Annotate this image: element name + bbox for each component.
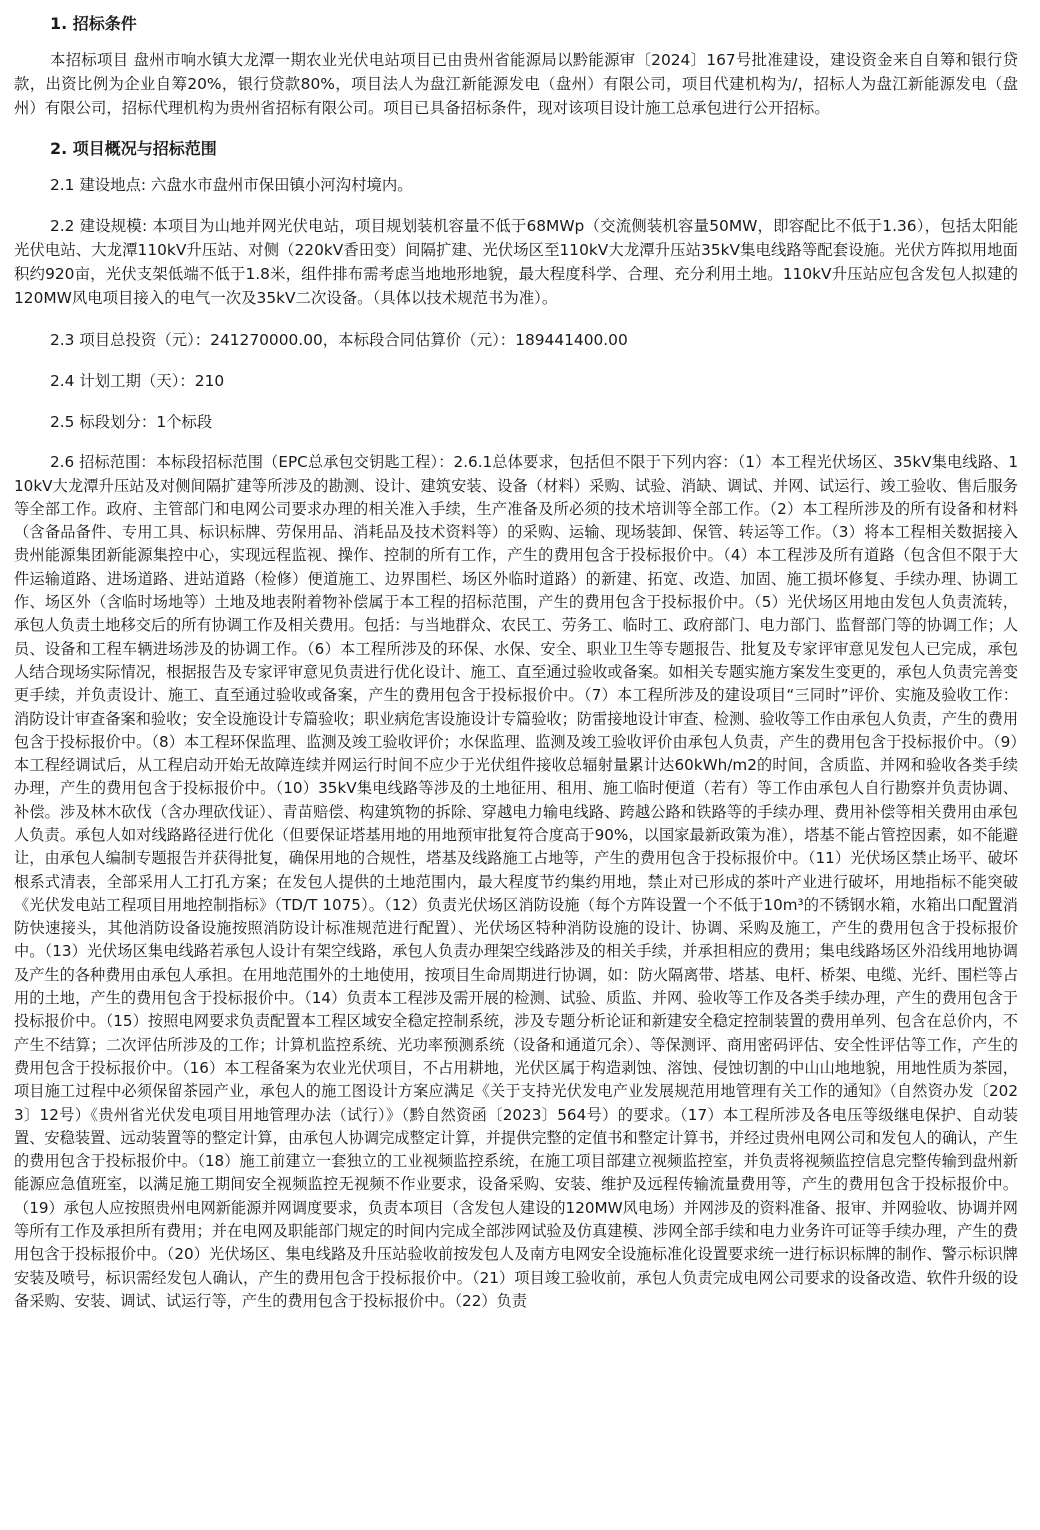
item-2-6-scope: 2.6 招标范围：本标段招标范围（EPC总承包交钥匙工程）：2.6.1总体要求，包括但不限于下列内容：（1）本工程光伏场区、35kV集电线路、110kV大龙潭升压站及对侧间隔扩建等所涉及的勘测、设计、建筑安装、设备（材料）采购、试验、消缺、调试、并网、试运行、竣工验收、售后服务等全部工作。政府、主管部门和电网公司要求办理的相关准入手续，生产准备及所必须的技术培训等全部工作。（2）本工程所涉及的所有设备和材料（含备品备件、专用工具、标识标牌、劳保用品、消耗品及技术资料等）的采购、运输、现场装卸、保管、转运等工作。（3）将本工程相关数据接入贵州能源集团新能源集控中心，实现远程监视、操作、控制的所有工作，产生的费用包含于投标报价中。（4）本工程涉及所有道路（包含但不限于大件运输道路、进场道路、进站道路（检修）便道施工、边界围栏、场区外临时道路）的新建、拓宽、改造、加固、施工损坏修复、手续办理、协调工作、场区外（含临时场地等）土地及地表附着物补偿属于本工程的招标范围，产生的费用包含于投标报价中。（5）光伏场区用地由发包人负责流转，承包人负责土地移交后的所有协调工作及相关费用。包括：与当地群众、农民工、劳务工、临时工、政府部门、电力部门、监督部门等的协调工作；人员、设备和工程车辆进场涉及的协调工作。（6）本工程所涉及的环保、水保、安全、职业卫生等专题报告、批复及专家评审意见发包人已完成，承包人结合现场实际情况，根据报告及专家评审意见负责进行优化设计、施工、直至通过验收或备案。如相关专题实施方案发生变更的，承包人负责完善变更手续，并负责设计、施工、直至通过验收或备案，产生的费用包含于投标报价中。（7）本工程所涉及的建设项目“三同时”评价、实施及验收工作：消防设计审查备案和验收；安全设施设计专篇验收；职业病危害设施设计专篇验收；防雷接地设计审查、检测、验收等工作由承包人负责，产生的费用包含于投标报价中。（8）本工程环保监理、监测及竣工验收评价；水保监理、监测及竣工验收评价由承包人负责，产生的费用包含于投标报价中。（9）本工程经调试后，从工程启动开始无故障连续并网运行时间不应少于光伏组件接收总辐射量累计达60kWh/m2的时间，含质监、并网和验收各类手续办理，产生的费用包含于投标报价中。（10）35kV集电线路等涉及的土地征用、租用、施工临时便道（若有）等工作由承包人自行勘察并负责协调、补偿。涉及林木砍伐（含办理砍伐证）、青苗赔偿、构建筑物的拆除、穿越电力输电线路、跨越公路和铁路等的手续办理、费用补偿等相关费用由承包人负责。承包人如对线路路径进行优化（但要保证塔基用地的用地预审批复符合度高于90%，以国家最新政策为准），塔基不能占管控因素，如不能避让，由承包人编制专题报告并获得批复，确保用地的合规性，塔基及线路施工占地等，产生的费用包含于投标报价中。（11）光伏场区禁止场平、破坏根系式清表，全部采用人工打孔方案；在发包人提供的土地范围内，最大程度节约集约用地，禁止对已形成的茶叶产业进行破坏，用地指标不能突破《光伏发电站工程项目用地控制指标》（TD/T 1075）。（12）负责光伏场区消防设施（每个方阵设置一个不低于10m³的不锈钢水箱，水箱出口配置消防快速接头，其他消防设备设施按照消防设计标准规范进行配置）、光伏场区特种消防设施的设计、协调、采购及施工，产生的费用包含于投标报价中。（13）光伏场区集电线路若承包人设计有架空线路，承包人负责办理架空线路涉及的相关手续，并承担相应的费用；集电线路场区外沿线用地协调及产生的各种费用由承包人承担。在用地范围外的土地使用，按项目生命周期进行协调，如：防火隔离带、塔基、电杆、桥架、电缆、光纤、围栏等占用的土地，产生的费用包含于投标报价中。（14）负责本工程涉及需开展的检测、试验、质监、并网、验收等工作及各类手续办理，产生的费用包含于投标报价中。（15）按照电网要求负责配置本工程区域安全稳定控制系统，涉及专题分析论证和新建安全稳定控制装置的费用单列、包含在总价内，不产生不结算；二次评估所涉及的工作；计算机监控系统、光功率预测系统（设备和通道冗余）、等保测评、商用密码评估、安全性评估等工作，产生的费用包含于投标报价中。（16）本工程备案为农业光伏项目，不占用耕地，光伏区属于构造剥蚀、溶蚀、侵蚀切割的中山山地地貌，用地性质为茶园，项目施工过程中必须保留茶园产业，承包人的施工图设计方案应满足《关于支持光伏发电产业发展规范用地管理有关工作的通知》（自然资办发〔2023〕12号）《贵州省光伏发电项目用地管理办法（试行）》（黔自然资函〔2023〕564号）的要求。（17）本工程所涉及各电压等级继电保护、自动装置、安稳装置、远动装置等的整定计算，由承包人协调完成整定计算，并提供完整的定值书和整定计算书，并经过贵州电网公司和发包人的确认，产生的费用包含于投标报价中。（18）施工前建立一套独立的工业视频监控系统，在施工项目部建立视频监控室，并负责将视频监控信息完整传输到盘州新能源应急值班室，以满足施工期间安全视频监控无视频不作业要求，设备采购、安装、维护及远程传输流量费用等，产生的费用包含于投标报价中。（19）承包人应按照贵州电网新能源并网调度要求，负责本项目（含发包人建设的120MW风电场）并网涉及的资料准备、报审、并网验收、协调并网等所有工作及承担所有费用；并在电网及职能部门规定的时间内完成全部涉网试验及仿真建模、涉网全部手续和电力业务许可证等手续办理，产生的费用包含于投标报价中。（20）光伏场区、集电线路及升压站验收前按发包人及南方电网安全设施标准化设置要求统一进行标识标牌的制作、警示标识牌安装及喷号，标识需经发包人确认，产生的费用包含于投标报价中。（21）项目竣工验收前，承包人负责完成电网公司要求的设备改造、软件升级的设备采购、安装、调试、试运行等，产生的费用包含于投标报价中。（22）负责	[14, 453, 1018, 1310]
item-2-2-scale: 2.2 建设规模: 本项目为山地并网光伏电站，项目规划装机容量不低于68MWp（交流侧装机容量50MW，即容配比不低于1.36），包括太阳能光伏电站、大龙潭110kV升压站、对侧（220kV香田变）间隔扩建、光伏场区至110kV大龙潭升压站35kV集电线路等配套设施。光伏方阵拟用地面积约920亩，光伏支架低端不低于1.8米，组件排布需考虑当地地形地貌，最大程度科学、合理、充分利用土地。110kV升压站应包含发包人拟建的120MW风电项目接入的电气一次及35kV二次设备。（具体以技术规范书为准）。	[14, 216, 1018, 308]
item-2-3-investment: 2.3 项目总投资（元）：241270000.00，本标段合同估算价（元）：189441400.00	[50, 330, 628, 349]
item-2-1-location: 2.1 建设地点: 六盘水市盘州市保田镇小河沟村境内。	[50, 175, 413, 194]
section-2-heading: 2. 项目概况与招标范围	[50, 138, 217, 158]
section-1-heading: 1. 招标条件	[50, 14, 137, 33]
item-2-4-duration: 2.4 计划工期（天）：210	[50, 371, 225, 390]
section-1-paragraph: 本招标项目 盘州市响水镇大龙潭一期农业光伏电站项目已由贵州省能源局以黔能源审〔2024〕167号批准建设，建设资金来自自筹和银行贷款，出资比例为企业自筹20%，银行贷款80%，项目法人为盘江新能源发电（盘州）有限公司，项目代建机构为/，招标人为盘江新能源发电（盘州）有限公司，招标代理机构为贵州省招标有限公司。项目已具备招标条件，现对该项目设计施工总承包进行公开招标。	[14, 51, 1018, 118]
item-2-5-lots: 2.5 标段划分：1个标段	[50, 413, 213, 432]
